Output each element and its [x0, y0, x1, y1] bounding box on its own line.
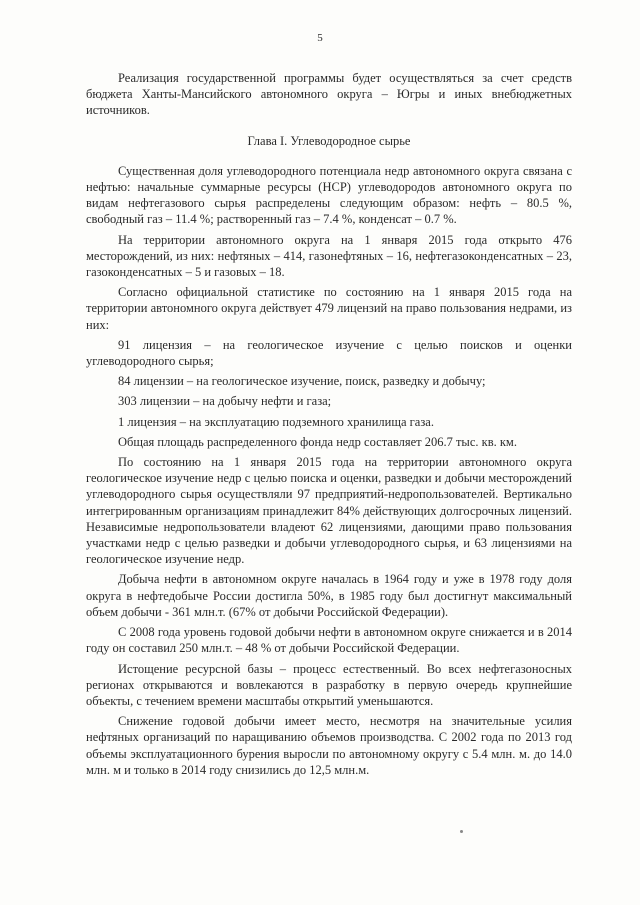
- list-item-license-geology: 91 лицензия – на геологическое изучение с целью поисков и оценки углеводородного сырья;: [86, 337, 572, 369]
- paragraph-resources: Существенная доля углеводородного потенциала недр автономного округа связана с нефтью: начальные суммарные ресурсы (НСР) углеводородов автономного округа по видам нефтегазового сырья распределены следующим образом: нефть – 80.5 %, свободный газ – 11.4 %; растворенный газ – 7.4 %, конденсат – 0.7 %.: [86, 163, 572, 227]
- paragraph-operators: По состоянию на 1 января 2015 года на территории автономного округа геологическое изучение недр с целью поиска и оценки, разведки и добычи месторождений углеводородного сырья осуществляли 97 предприятий-недропользователей. Вертикально интегрированным организациям принадлежит 84% действующих долгосрочных лицензий. Независимые недропользователи владеют 62 лицензиями, дающими право пользования участками недр с целью разведки и добычи углеводородного сырья, и 63 лицензиями на геологическое изучение недр.: [86, 455, 572, 567]
- paragraph-deposits: На территории автономного округа на 1 января 2015 года открыто 476 месторождений, из них: нефтяных – 414, газонефтяных – 16, нефтегазоконденсатных – 23, газоконденсатных – 5 и газовых – 18.: [86, 232, 572, 280]
- paragraph-depletion: Истощение ресурсной базы – процесс естественный. Во всех нефтегазоносных регионах открываются и вовлекаются в разработку в первую очередь крупнейшие объекты, с течением времени масштабы открытий уменьшаются.: [86, 661, 572, 708]
- paragraph-area: Общая площадь распределенного фонда недр составляет 206.7 тыс. кв. км.: [118, 434, 517, 449]
- list-item-license-storage: 1 лицензия – на эксплуатацию подземного хранилища газа.: [118, 414, 434, 429]
- intro-paragraph: Реализация государственной программы будет осуществляться за счет средств бюджета Ханты-Мансийского автономного округа – Югры и иных внебюджетных источников.: [86, 71, 572, 118]
- chapter-heading: Глава I. Углеводородное сырье: [247, 133, 411, 148]
- paragraph-history: Добыча нефти в автономном округе началась в 1964 году и уже в 1978 году доля округа в нефтедобыче России достигла 50%, в 1985 году был достигнут максимальный объем добычи - 361 млн.т. (67% от добычи Российской Федерации).: [86, 572, 572, 619]
- list-item-license-production: 303 лицензии – на добычу нефти и газа;: [118, 394, 332, 409]
- document-body: [86, 70, 572, 778]
- list-item-license-exploration: 84 лицензии – на геологическое изучение, поиск, разведку и добычу;: [118, 374, 486, 389]
- paragraph-licenses: Согласно официальной статистике по состоянию на 1 января 2015 года на территории автономного округа действует 479 лицензий на право пользования недрами, из них:: [86, 285, 572, 332]
- scan-speck: [460, 830, 463, 833]
- paragraph-drilling: Снижение годовой добычи имеет место, несмотря на значительные усилия нефтяных организаций по наращиванию объемов производства. С 2002 года по 2013 год объемы эксплуатационного бурения выросли по автономному округу с 5.4 млн. м. до 14.0 млн. м и только в 2014 году снизились до 12,5 млн.м.: [86, 714, 572, 777]
- page-number: 5: [317, 32, 323, 44]
- paragraph-decline: С 2008 года уровень годовой добычи нефти в автономном округе снижается и в 2014 году он составил 250 млн.т. – 48 % от добычи Российской Федерации.: [86, 625, 572, 656]
